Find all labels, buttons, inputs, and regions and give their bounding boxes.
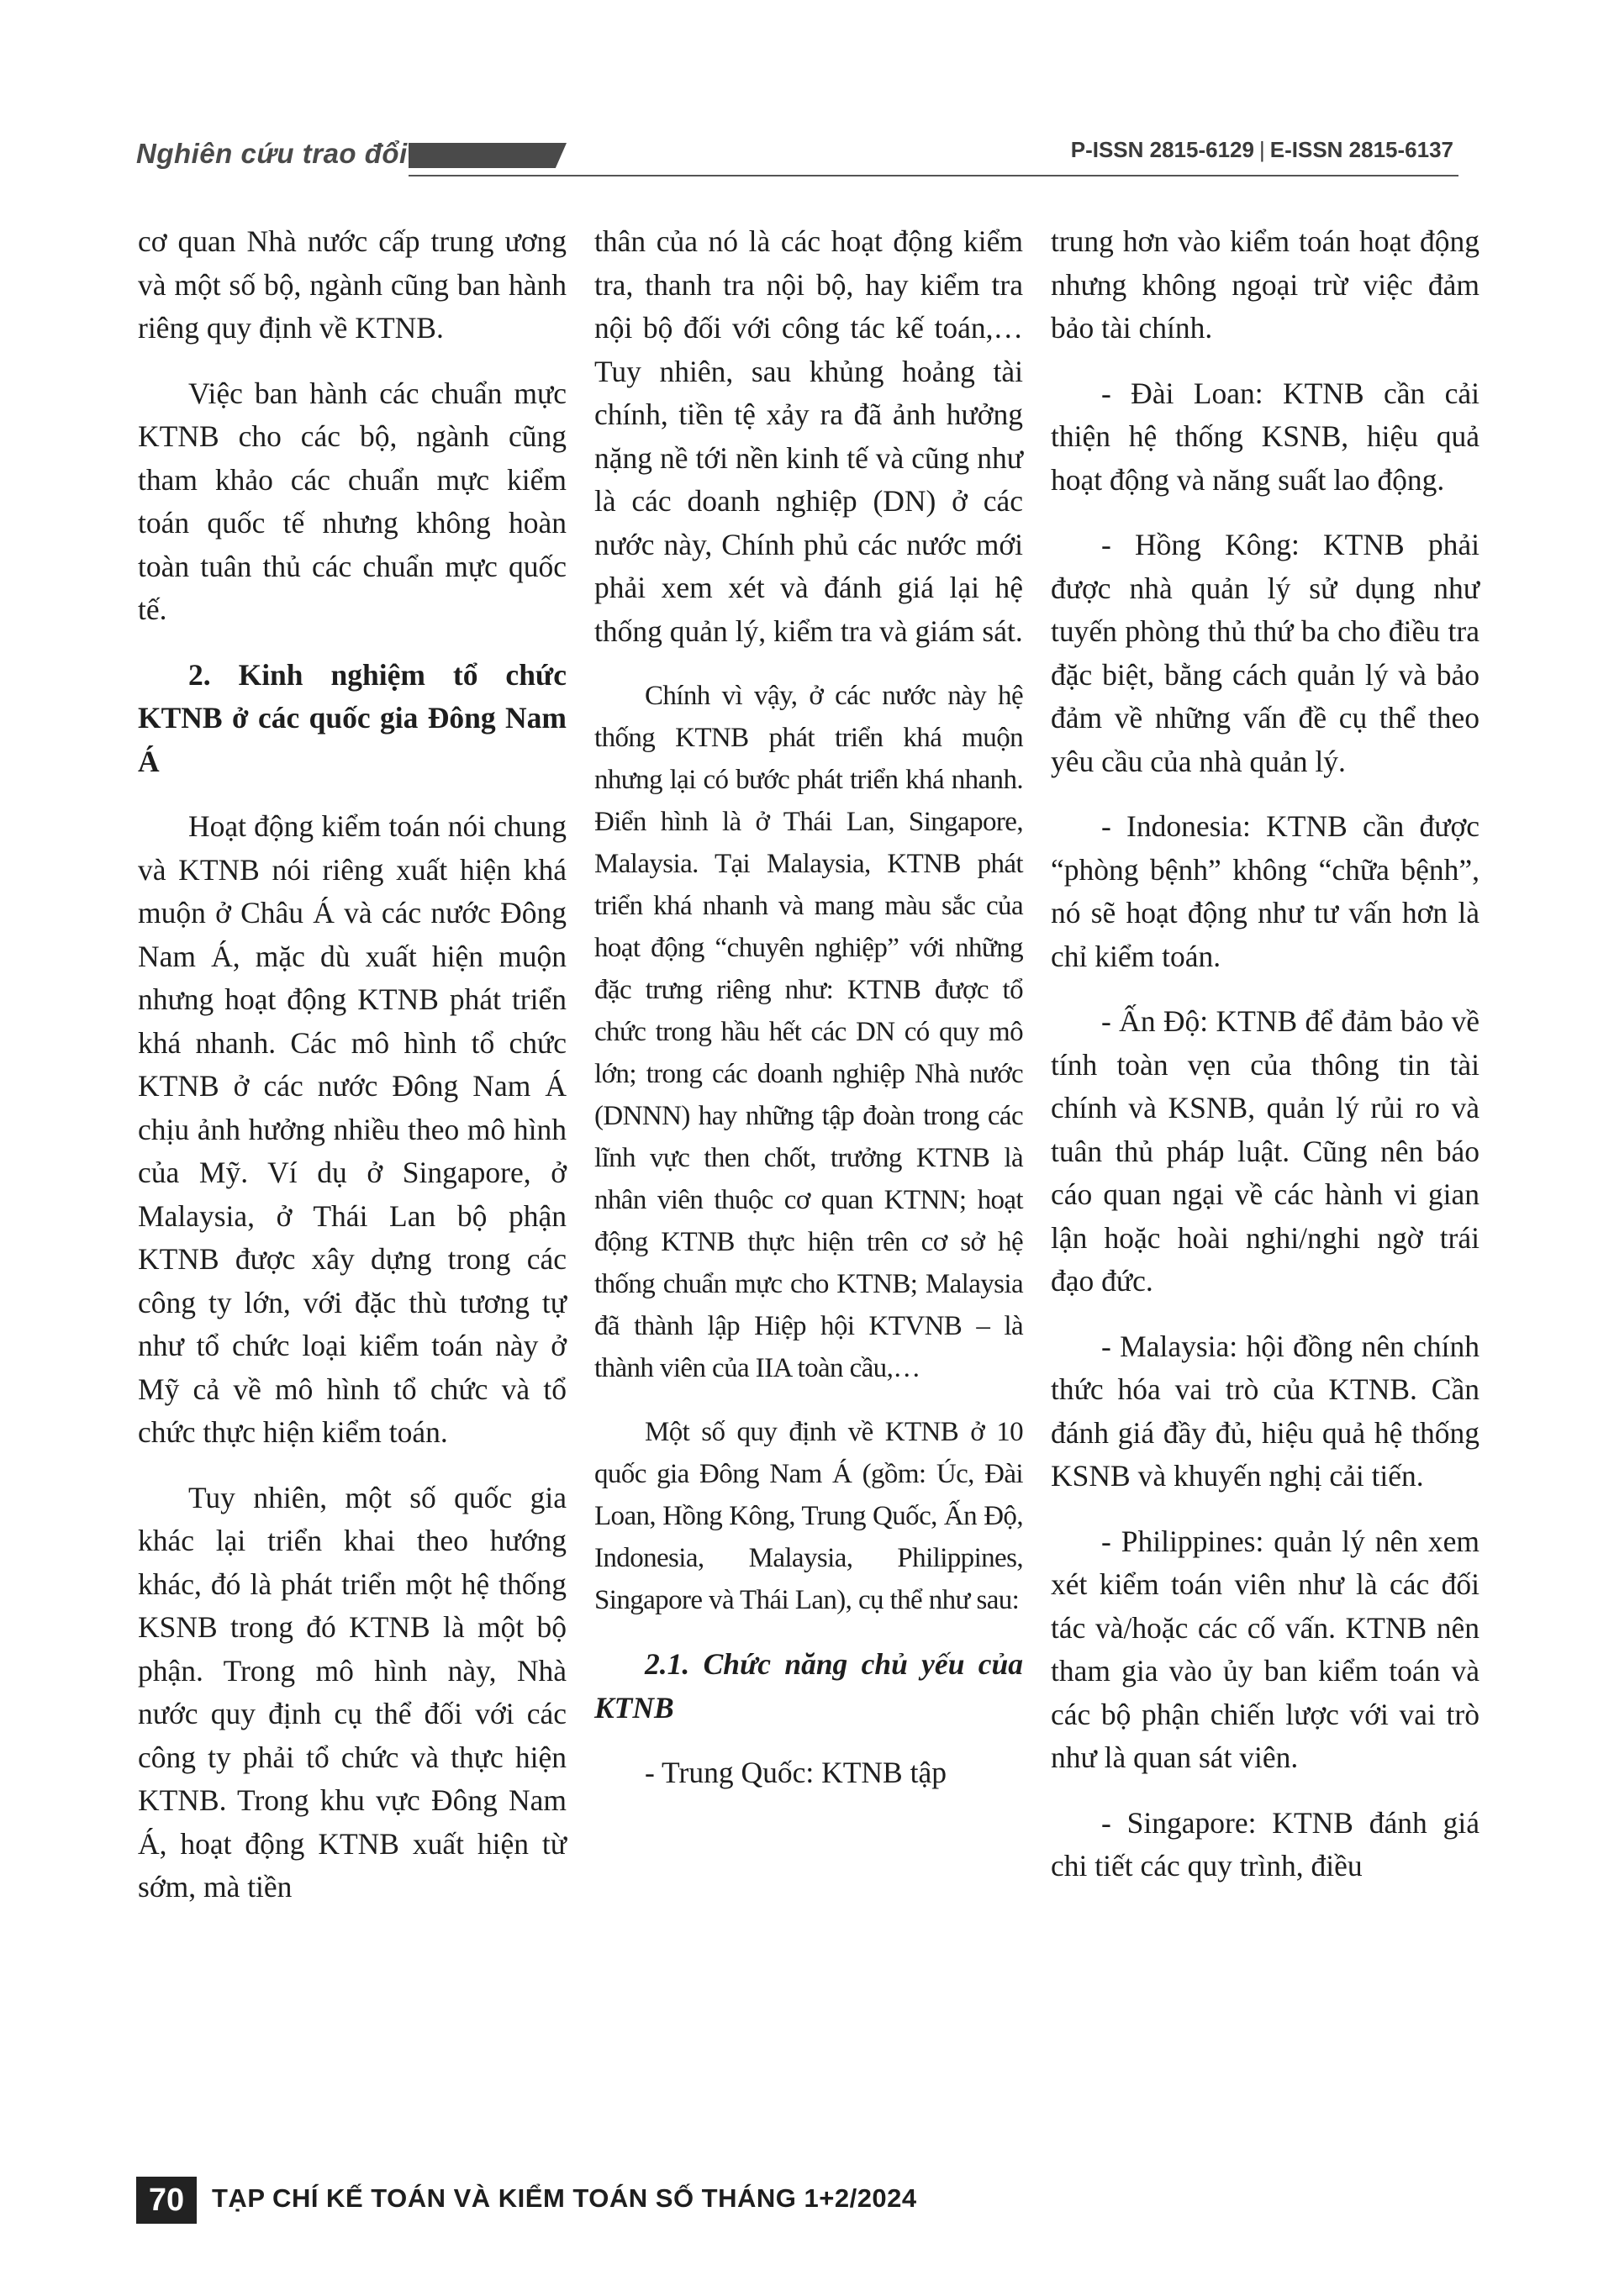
p-issn: P-ISSN 2815-6129 bbox=[1070, 137, 1254, 162]
paragraph: - Đài Loan: KTNB cần cải thiện hệ thống KSNB, hiệu quả hoạt động và năng suất lao động. bbox=[1051, 376, 1480, 497]
paragraph: - Indonesia: KTNB cần được “phòng bệnh” không “chữa bệnh”, nó sẽ hoạt động như tư vấn hơn là chỉ kiểm toán. bbox=[1051, 809, 1480, 973]
issn-separator: | bbox=[1258, 137, 1265, 162]
paragraph: thân của nó là các hoạt động kiểm tra, thanh tra nội bộ, hay kiểm tra nội bộ đối với công tác kế toán,… Tuy nhiên, sau khủng hoảng tài chính, tiền tệ xảy ra đã ảnh hưởng nặng nề tới nền kinh tế và cũng như là các doanh nghiệp (DN) ở các nước này, Chính phủ các nước mới phải xem xét và đánh giá lại hệ thống quản lý, kiểm tra và giám sát. bbox=[594, 224, 1023, 648]
paragraph: - Philippines: quản lý nên xem xét kiểm toán viên như là các đối tác và/hoặc các cố vấn. KTNB nên tham gia vào ủy ban kiểm toán và các bộ phận chiến lược với vai trò như là quan sát viên. bbox=[1051, 1524, 1480, 1774]
paragraph: Việc ban hành các chuẩn mực KTNB cho các bộ, ngành cũng tham khảo các chuẩn mực kiểm toán quốc tế nhưng không hoàn toàn tuân thủ các chuẩn mực quốc tế. bbox=[138, 376, 567, 626]
paragraph: Hoạt động kiểm toán nói chung và KTNB nói riêng xuất hiện khá muộn ở Châu Á và các nước Đông Nam Á, mặc dù xuất hiện muộn nhưng hoạt động KTNB phát triển khá nhanh. Các mô hình tổ chức KTNB ở các nước Đông Nam Á chịu ảnh hưởng nhiều theo mô hình của Mỹ. Ví dụ ở Singapore, ở Malaysia, ở Thái Lan bộ phận KTNB được xây dựng trong các công ty lớn, với đặc thù tương tự như tổ chức loại kiểm toán này ở Mỹ cả về mô hình tổ chức và tổ chức thực hiện kiểm toán. bbox=[138, 809, 567, 1449]
paragraph: Một số quy định về KTNB ở 10 quốc gia Đông Nam Á (gồm: Úc, Đài Loan, Hồng Kông, Trung Quốc, Ấn Độ, Indonesia, Malaysia, Philippines, Singapore và Thái Lan), cụ thể như sau: bbox=[594, 1417, 1023, 1615]
paragraph: trung hơn vào kiểm toán hoạt động nhưng không ngoại trừ việc đảm bảo tài chính. bbox=[1051, 224, 1480, 345]
header-decorative-bar bbox=[409, 143, 567, 168]
text-column-3 bbox=[1051, 220, 1480, 1910]
paragraph: cơ quan Nhà nước cấp trung ương và một số bộ, ngành cũng ban hành riêng quy định về KTNB. bbox=[138, 224, 567, 345]
header-rule bbox=[409, 175, 1458, 176]
page-header bbox=[0, 0, 1614, 185]
page-number: 70 bbox=[136, 2177, 197, 2224]
paragraph: - Hồng Kông: KTNB phải được nhà quản lý sử dụng như tuyến phòng thủ thứ ba cho điều tra đặc biệt, bằng cách quản lý và bảo đảm về những vấn đề cụ thể theo yêu cầu của nhà quản lý. bbox=[1051, 528, 1480, 778]
e-issn: E-ISSN 2815-6137 bbox=[1269, 137, 1453, 162]
paragraph: - Trung Quốc: KTNB tập bbox=[645, 1756, 947, 1789]
page-footer bbox=[0, 2177, 1614, 2244]
section-label: Nghiên cứu trao đổi bbox=[136, 138, 408, 169]
subsection-heading: 2.1. Chức năng chủ yếu của KTNB bbox=[594, 1647, 1023, 1725]
text-column-2 bbox=[594, 220, 1023, 1817]
paragraph: Tuy nhiên, một số quốc gia khác lại triển khai theo hướng khác, đó là phát triển một hệ thống KSNB trong đó KTNB là một bộ phận. Trong mô hình này, Nhà nước quy định cụ thể đối với các công ty phải tổ chức và thực hiện KTNB. Trong khu vực Đông Nam Á, hoạt động KTNB xuất hiện từ sớm, mà tiền bbox=[138, 1480, 567, 1904]
section-heading: 2. Kinh nghiệm tổ chức KTNB ở các quốc gia Đông Nam Á bbox=[138, 657, 567, 778]
paragraph: - Ấn Độ: KTNB để đảm bảo về tính toàn vẹn của thông tin tài chính và KSNB, quản lý rủi ro và tuân thủ pháp luật. Cũng nên báo cáo quan ngại về các hành vi gian lận hoặc hoài nghi/nghi ngờ trái đạo đức. bbox=[1051, 1004, 1480, 1298]
journal-title: TẠP CHÍ KẾ TOÁN VÀ KIỂM TOÁN SỐ THÁNG 1+2/2024 bbox=[212, 2183, 917, 2213]
text-column-1 bbox=[138, 220, 567, 1931]
paragraph: Chính vì vậy, ở các nước này hệ thống KTNB phát triển khá muộn nhưng lại có bước phát triển khá nhanh. Điển hình là ở Thái Lan, Singapore, Malaysia. Tại Malaysia, KTNB phát triển khá nhanh và mang màu sắc của hoạt động “chuyên nghiệp” với những đặc trưng riêng như: KTNB được tổ chức trong hầu hết các DN có quy mô lớn; trong các doanh nghiệp Nhà nước (DNNN) hay những tập đoàn trong các lĩnh vực then chốt, trưởng KTNB là nhân viên thuộc cơ quan KTNN; hoạt động KTNB thực hiện trên cơ sở hệ thống chuẩn mực cho KTNB; Malaysia đã thành lập Hiệp hội KTVNB – là thành viên của IIA toàn cầu,… bbox=[594, 681, 1023, 1383]
paragraph: - Malaysia: hội đồng nên chính thức hóa vai trò của KTNB. Cần đánh giá đầy đủ, hiệu quả hệ thống KSNB và khuyến nghị cải tiến. bbox=[1051, 1329, 1480, 1493]
paragraph: - Singapore: KTNB đánh giá chi tiết các quy trình, điều bbox=[1051, 1805, 1480, 1883]
issn-line bbox=[1071, 137, 1453, 163]
